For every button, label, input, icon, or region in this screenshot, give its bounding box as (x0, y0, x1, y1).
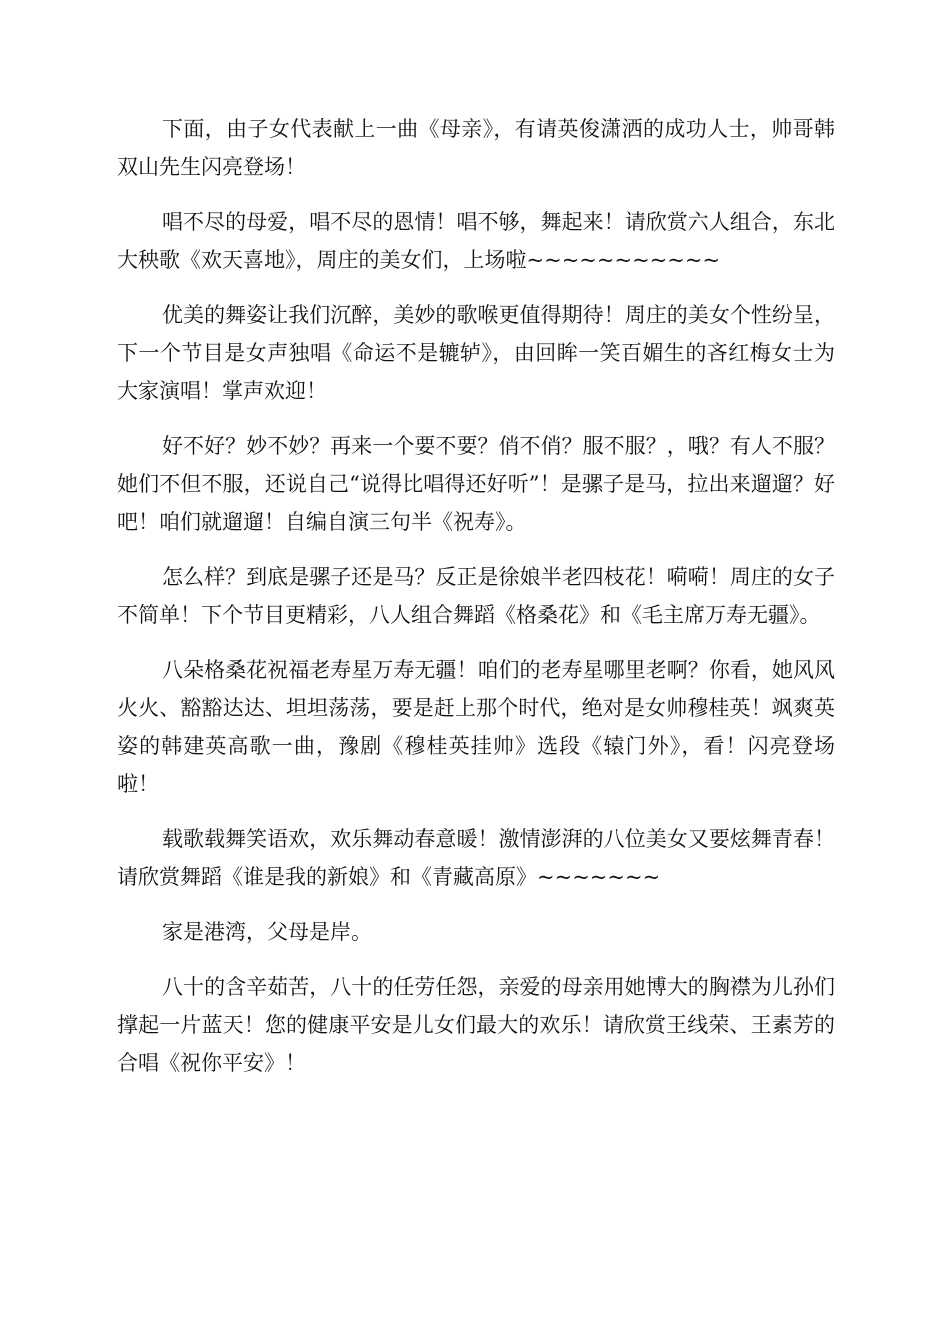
paragraph-6: 八朵格桑花祝福老寿星万寿无疆！咱们的老寿星哪里老啊？你看，她风风火火、豁豁达达、坦坦荡荡，要是赶上那个时代，绝对是女帅穆桂英！飒爽英姿的韩建英高歌一曲，豫剧《穆桂英挂帅》选段《辕门外》，看！闪亮登场啦！ (117, 658, 835, 796)
paragraph-2: 唱不尽的母爱，唱不尽的恩情！唱不够，舞起来！请欣赏六人组合，东北大秧歌《欢天喜地》，周庄的美女们，上场啦~~~~~~~~~~~ (117, 210, 835, 272)
paragraph-4: 好不好？妙不妙？再来一个要不要？俏不俏？服不服？，哦？有人不服？她们不但不服，还说自己“说得比唱得还好听”！是骡子是马，拉出来遛遛？好吧！咱们就遛遛！自编自演三句半《祝寿》。 (117, 434, 835, 534)
paragraph-3: 优美的舞姿让我们沉醉，美妙的歌喉更值得期待！周庄的美女个性纷呈，下一个节目是女声独唱《命运不是辘轳》，由回眸一笑百媚生的吝红梅女士为大家演唱！掌声欢迎！ (117, 303, 835, 403)
paragraph-8: 家是港湾，父母是岸。 (162, 920, 372, 944)
paragraph-7: 载歌载舞笑语欢，欢乐舞动春意暖！激情澎湃的八位美女又要炫舞青春！请欣赏舞蹈《谁是我的新娘》和《青藏高原》~~~~~~~ (117, 827, 835, 889)
document-body (117, 110, 835, 1099)
paragraph-9: 八十的含辛茹苦，八十的任劳任怨，亲爱的母亲用她博大的胸襟为儿孙们撑起一片蓝天！您的健康平安是儿女们最大的欢乐！请欣赏王线荣、王素芳的合唱《祝你平安》！ (117, 975, 835, 1075)
paragraph-1: 下面，由子女代表献上一曲《母亲》，有请英俊潇洒的成功人士，帅哥韩双山先生闪亮登场！ (117, 117, 835, 179)
paragraph-5: 怎么样？到底是骡子还是马？反正是徐娘半老四枝花！嗬嗬！周庄的女子不简单！下个节目更精彩，八人组合舞蹈《格桑花》和《毛主席万寿无疆》。 (117, 565, 835, 627)
